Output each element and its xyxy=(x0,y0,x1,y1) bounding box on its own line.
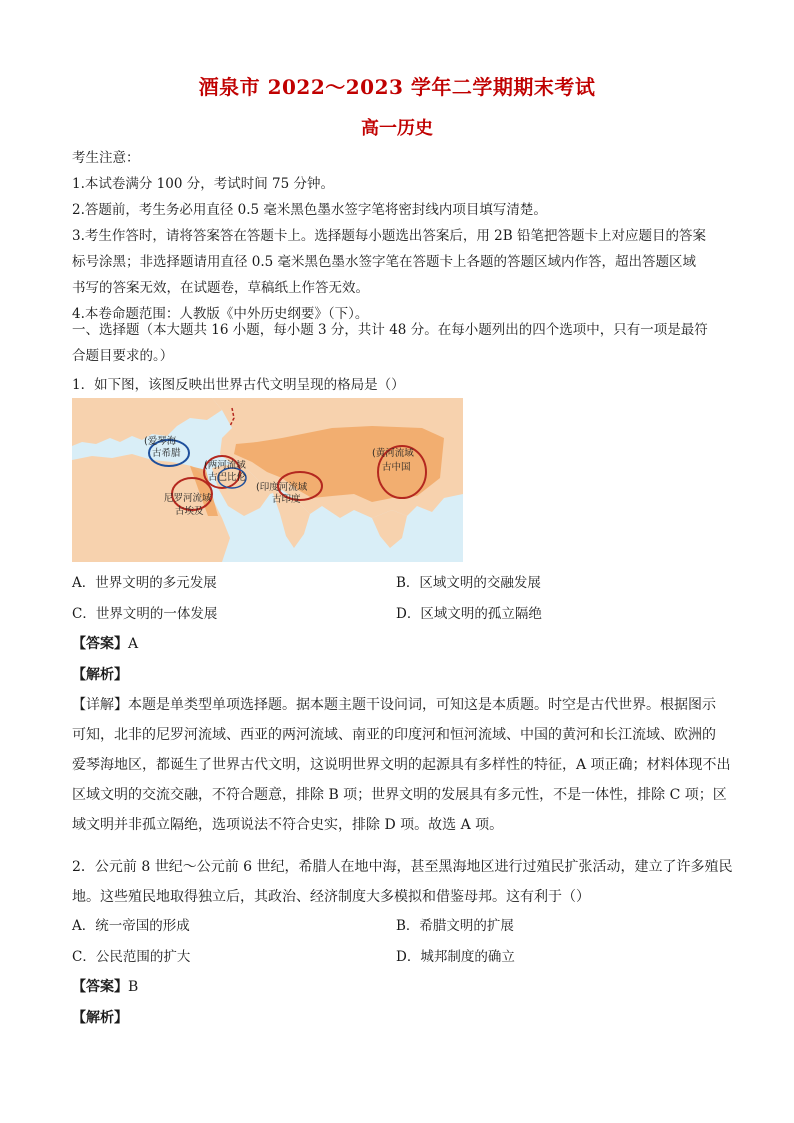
q2-option-d: D．城邦制度的确立 xyxy=(396,949,515,965)
notice-line: 1.本试卷满分 100 分，考试时间 75 分钟。 xyxy=(72,176,334,192)
map-label: 古巴比伦 xyxy=(208,472,247,483)
notice-heading: 考生注意： xyxy=(72,150,140,166)
notice-line: 3.考生作答时，请将答案答在答题卡上。选择题每小题选出答案后，用 2B 铅笔把答题卡上对应题目的答案 xyxy=(72,228,706,244)
answer-label: 【答案】 xyxy=(72,636,128,652)
notice-block xyxy=(72,145,722,327)
map-label: (两河流域 xyxy=(204,460,246,471)
q1-option-a: A．世界文明的多元发展 xyxy=(72,575,217,591)
notice-line: 标号涂黑；非选择题请用直径 0.5 毫米黑色墨水签字笔在答题卡上各题的答题区域内作答，超出答题区域 xyxy=(72,254,697,270)
detail-line: 域文明并非孤立隔绝，选项说法不符合史实，排除 D 项。故选 A 项。 xyxy=(72,817,504,833)
q2-option-c: C．公民范围的扩大 xyxy=(72,949,191,965)
q2-stem xyxy=(72,852,733,912)
map-label: 古希腊 xyxy=(152,448,181,459)
exam-subtitle: 高一历史 xyxy=(361,118,433,139)
map-label: 古印度 xyxy=(272,494,301,505)
section-heading xyxy=(72,317,722,369)
q1-option-c: C．世界文明的一体发展 xyxy=(72,606,218,622)
detail-line: 区域文明的交流交融，不符合题意，排除 B 项；世界文明的发展具有多元性，不是一体性，排除 C 项；区 xyxy=(72,787,727,803)
section-line: 合题目要求的。） xyxy=(72,348,174,364)
q2-option-a: A．统一帝国的形成 xyxy=(72,918,190,934)
notice-line: 4.本卷命题范围：人教版《中外历史纲要》（下）。 xyxy=(72,306,369,322)
q1-stem: 1．如下图，该图反映出世界古代文明呈现的格局是（） xyxy=(72,377,405,393)
q2-stem-line: 地。这些殖民地取得独立后，其政治、经济制度大多模拟和借鉴母邦。这有利于（） xyxy=(72,889,590,905)
detail-line: 爱琴海地区，都诞生了世界古代文明，这说明世界文明的起源具有多样性的特征，A 项正确；材料体现不出 xyxy=(72,757,731,773)
map-label: (印度河流域 xyxy=(256,482,308,493)
q2-analysis xyxy=(72,1007,128,1027)
map-label: (爱琴海 xyxy=(144,436,177,447)
q2-option-b: B．希腊文明的扩展 xyxy=(396,918,514,934)
map-label: 古埃及 xyxy=(175,506,204,517)
section-line: 一、选择题（本大题共 16 小题，每小题 3 分，共计 48 分。在每小题列出的四个选项中，只有一项是最符 xyxy=(72,322,708,338)
q2-stem-line: 2．公元前 8 世纪～公元前 6 世纪，希腊人在地中海，甚至黑海地区进行过殖民扩张活动，建立了许多殖民 xyxy=(72,859,733,875)
answer-label: 【答案】 xyxy=(72,979,128,995)
q1-option-d: D．区域文明的孤立隔绝 xyxy=(396,606,542,622)
ancient-civilizations-map xyxy=(72,398,463,562)
answer-value: A xyxy=(128,636,139,652)
q1-analysis xyxy=(72,664,128,684)
map-image xyxy=(72,398,463,562)
q1-detail xyxy=(72,690,731,840)
q1-answer xyxy=(72,633,138,653)
q2-answer xyxy=(72,976,138,996)
map-label: (黄河流域 xyxy=(372,448,414,459)
notice-line: 书写的答案无效，在试题卷，草稿纸上作答无效。 xyxy=(72,280,369,296)
detail-line: 可知，北非的尼罗河流域、西亚的两河流域、南亚的印度河和恒河流域、中国的黄河和长江流域、欧洲的 xyxy=(72,727,716,743)
notice-line: 2.答题前，考生务必用直径 0.5 毫米黑色墨水签字笔将密封线内项目填写清楚。 xyxy=(72,202,547,218)
analysis-label: 【解析】 xyxy=(72,1010,128,1026)
answer-value: B xyxy=(128,979,139,995)
map-label: 尼罗河流域 xyxy=(164,493,212,504)
detail-line: 【详解】本题是单类型单项选择题。据本题主题干设问词，可知这是本质题。时空是古代世界。根据图示 xyxy=(72,697,716,713)
analysis-label: 【解析】 xyxy=(72,667,128,683)
map-label: 古中国 xyxy=(382,462,411,473)
exam-title: 酒泉市 2022～2023 学年二学期期末考试 xyxy=(198,75,596,99)
q1-option-b: B．区域文明的交融发展 xyxy=(396,575,541,591)
